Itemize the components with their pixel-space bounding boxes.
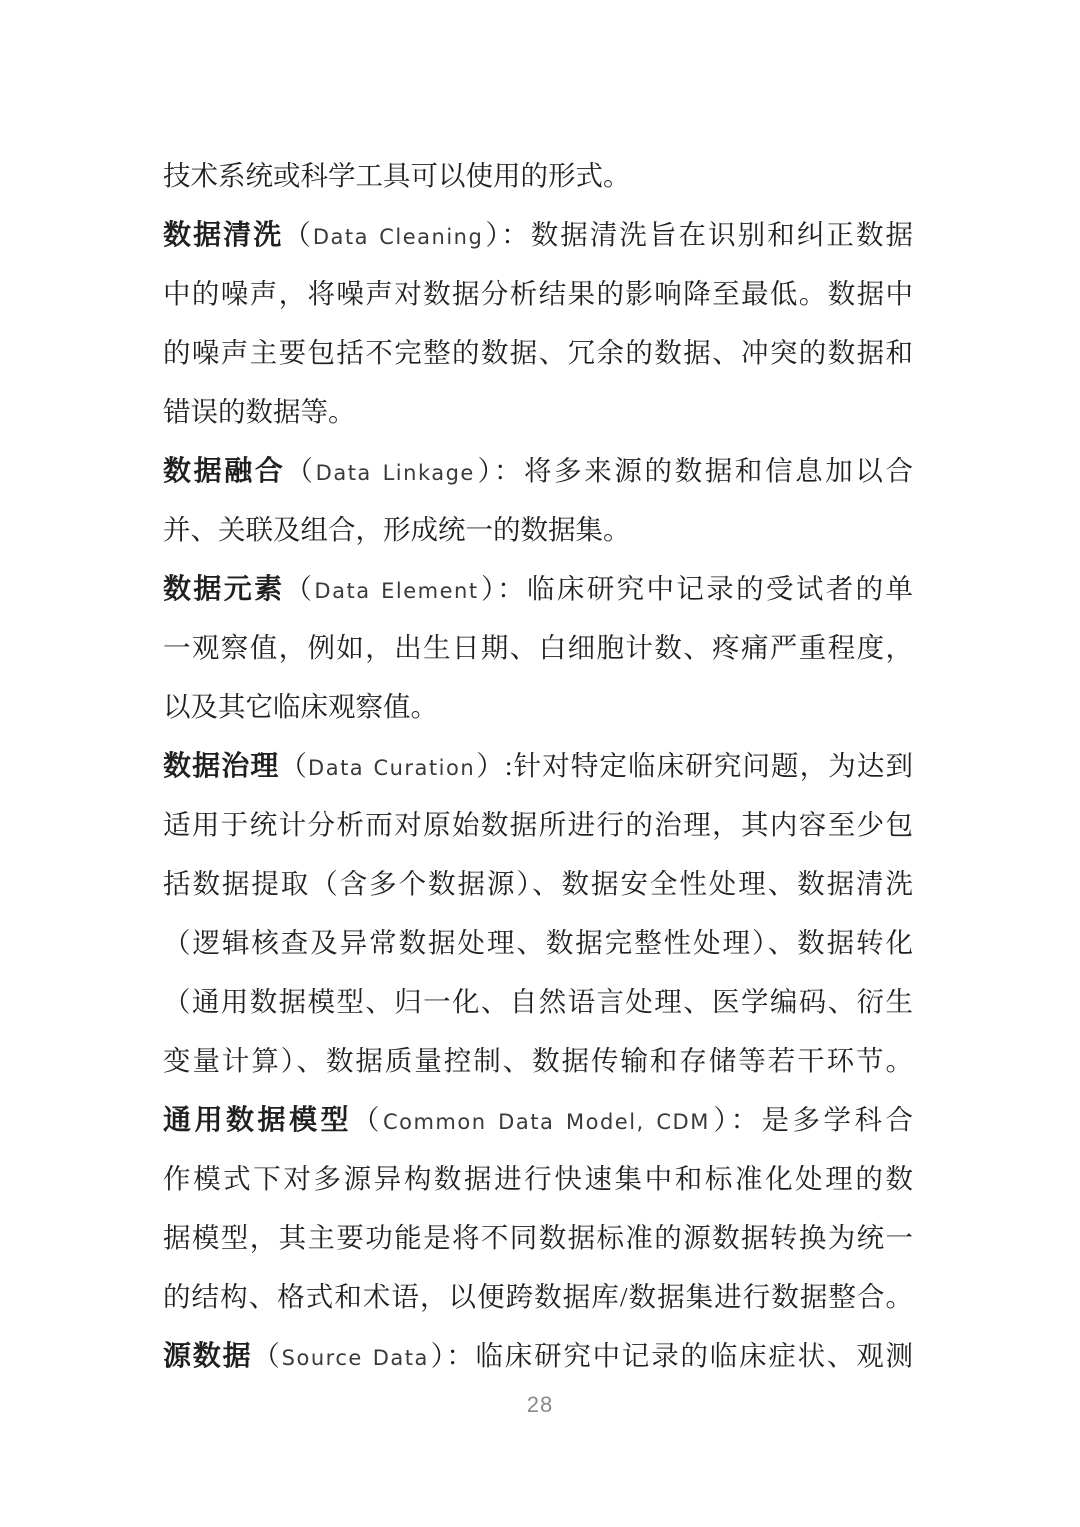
latin-term: Data Linkage xyxy=(315,461,475,485)
body-text: ）：数据清洗旨在识别和纠正数据 xyxy=(483,219,914,250)
text-line xyxy=(163,1090,913,1149)
text-line xyxy=(163,1031,913,1090)
glossary-term: 数据治理 xyxy=(163,750,280,781)
body-text: 并、关联及组合，形成统一的数据集。 xyxy=(163,514,631,545)
text-line xyxy=(163,1149,913,1208)
body-text: 错误的数据等。 xyxy=(163,396,356,427)
body-text: 的结构、格式和术语，以便跨数据库/数据集进行数据整合。 xyxy=(163,1281,913,1312)
text-line xyxy=(163,146,913,205)
text-line xyxy=(163,1326,913,1385)
text-line xyxy=(163,559,913,618)
body-text: （逻辑核查及异常数据处理、数据完整性处理）、数据转化 xyxy=(163,927,913,958)
text-line xyxy=(163,677,913,736)
latin-term: Data Cleaning xyxy=(312,225,484,249)
text-line xyxy=(163,500,913,559)
text-line xyxy=(163,854,913,913)
text-line xyxy=(163,795,913,854)
body-text: 括数据提取（含多个数据源）、数据安全性处理、数据清洗 xyxy=(163,868,913,899)
latin-term: Source Data xyxy=(281,1346,429,1370)
body-text: ）：将多来源的数据和信息加以合 xyxy=(474,455,914,486)
text-line xyxy=(163,1267,913,1326)
page-number: 28 xyxy=(526,1392,554,1417)
body-text: ）：临床研究中记录的临床症状、观测 xyxy=(428,1340,913,1371)
body-text: ）：是多学科合 xyxy=(709,1104,914,1135)
body-text: （ xyxy=(283,219,313,250)
body-text: 变量计算）、数据质量控制、数据传输和存储等若干环节。 xyxy=(163,1045,913,1076)
text-line xyxy=(163,913,913,972)
body-text: 一观察值，例如，出生日期、白细胞计数、疼痛严重程度， xyxy=(163,632,913,663)
body-text: 技术系统或科学工具可以使用的形式。 xyxy=(163,160,631,191)
text-line xyxy=(163,264,913,323)
text-line xyxy=(163,736,913,795)
glossary-term: 数据元素 xyxy=(163,573,285,604)
body-text: （通用数据模型、归一化、自然语言处理、医学编码、衍生 xyxy=(163,986,913,1017)
glossary-term: 通用数据模型 xyxy=(163,1104,352,1135)
body-text: （ xyxy=(252,1340,282,1371)
glossary-term: 数据清洗 xyxy=(163,219,284,250)
text-line xyxy=(163,618,913,677)
latin-term: Data Element xyxy=(314,579,479,603)
text-line xyxy=(163,323,913,382)
body-text: 据模型，其主要功能是将不同数据标准的源数据转换为统一 xyxy=(163,1222,913,1253)
body-text: 的噪声主要包括不完整的数据、冗余的数据、冲突的数据和 xyxy=(163,337,913,368)
text-line xyxy=(163,972,913,1031)
body-text: 作模式下对多源异构数据进行快速集中和标准化处理的数 xyxy=(163,1163,913,1194)
body-text: （ xyxy=(285,455,316,486)
latin-term: Common Data Model, CDM xyxy=(382,1110,710,1134)
text-line xyxy=(163,1208,913,1267)
glossary-term: 源数据 xyxy=(163,1340,253,1371)
text-line xyxy=(163,441,913,500)
body-text: ）：临床研究中记录的受试者的单 xyxy=(478,573,914,604)
glossary-term: 数据融合 xyxy=(163,455,286,486)
text-block xyxy=(163,146,913,1385)
body-text: ）:针对特定临床研究问题，为达到 xyxy=(475,750,913,781)
text-line xyxy=(163,382,913,441)
text-line xyxy=(163,205,913,264)
body-text: 适用于统计分析而对原始数据所进行的治理，其内容至少包 xyxy=(163,809,913,840)
body-text: （ xyxy=(279,750,309,781)
body-text: （ xyxy=(284,573,315,604)
latin-term: Data Curation xyxy=(308,756,476,780)
body-text: 中的噪声，将噪声对数据分析结果的影响降至最低。数据中 xyxy=(163,278,913,309)
body-text: （ xyxy=(351,1104,383,1135)
body-text: 以及其它临床观察值。 xyxy=(163,691,438,722)
